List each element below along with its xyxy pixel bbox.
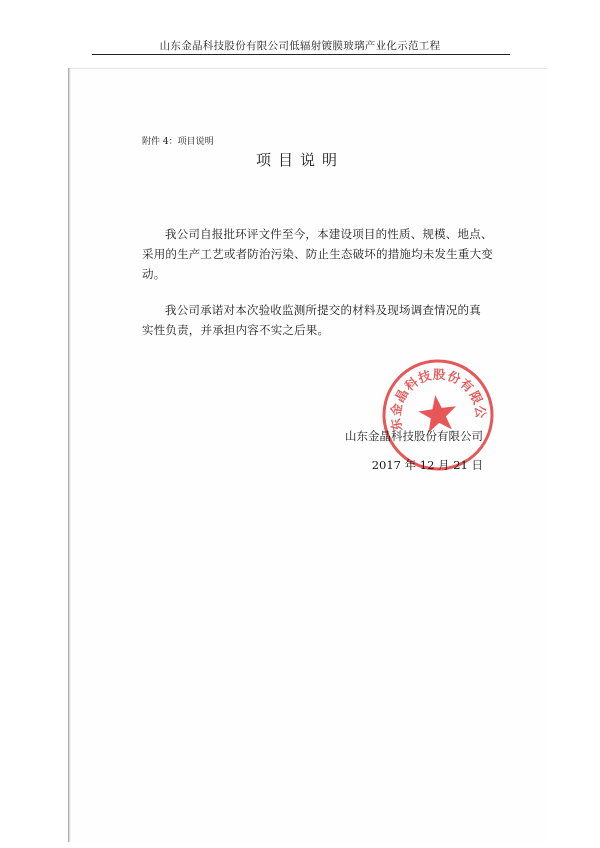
- paragraph-line: 我公司自报批环评文件至今，本建设项目的性质、规模、地点、: [165, 227, 493, 241]
- paragraph-1: [142, 224, 494, 284]
- paragraph-line: 我公司承诺对本次验收监测所提交的材料及现场调查情况的真: [165, 303, 481, 317]
- document-title: 项目说明: [255, 151, 344, 169]
- attachment-label: 附件 4：项目说明: [142, 137, 214, 147]
- signature-date: 2017 年 12 月 21 日: [371, 458, 483, 472]
- scan-edge-shadow: [68, 68, 71, 842]
- seal-text: 山东金晶科技股份有限公司: [387, 366, 489, 433]
- header-divider: [92, 54, 510, 55]
- signature-company: 山东金晶科技股份有限公司: [345, 429, 483, 443]
- page-header-title: 山东金晶科技股份有限公司低辐射镀膜玻璃产业化示范工程: [159, 40, 441, 52]
- paragraph-line: 实性负责，并承担内容不实之后果。: [142, 323, 330, 337]
- paragraph-line: 动。: [142, 267, 166, 281]
- paragraph-line: 采用的生产工艺或者防治污染、防止生态破坏的措施均未发生重大变: [142, 247, 493, 261]
- paragraph-2: [142, 300, 494, 340]
